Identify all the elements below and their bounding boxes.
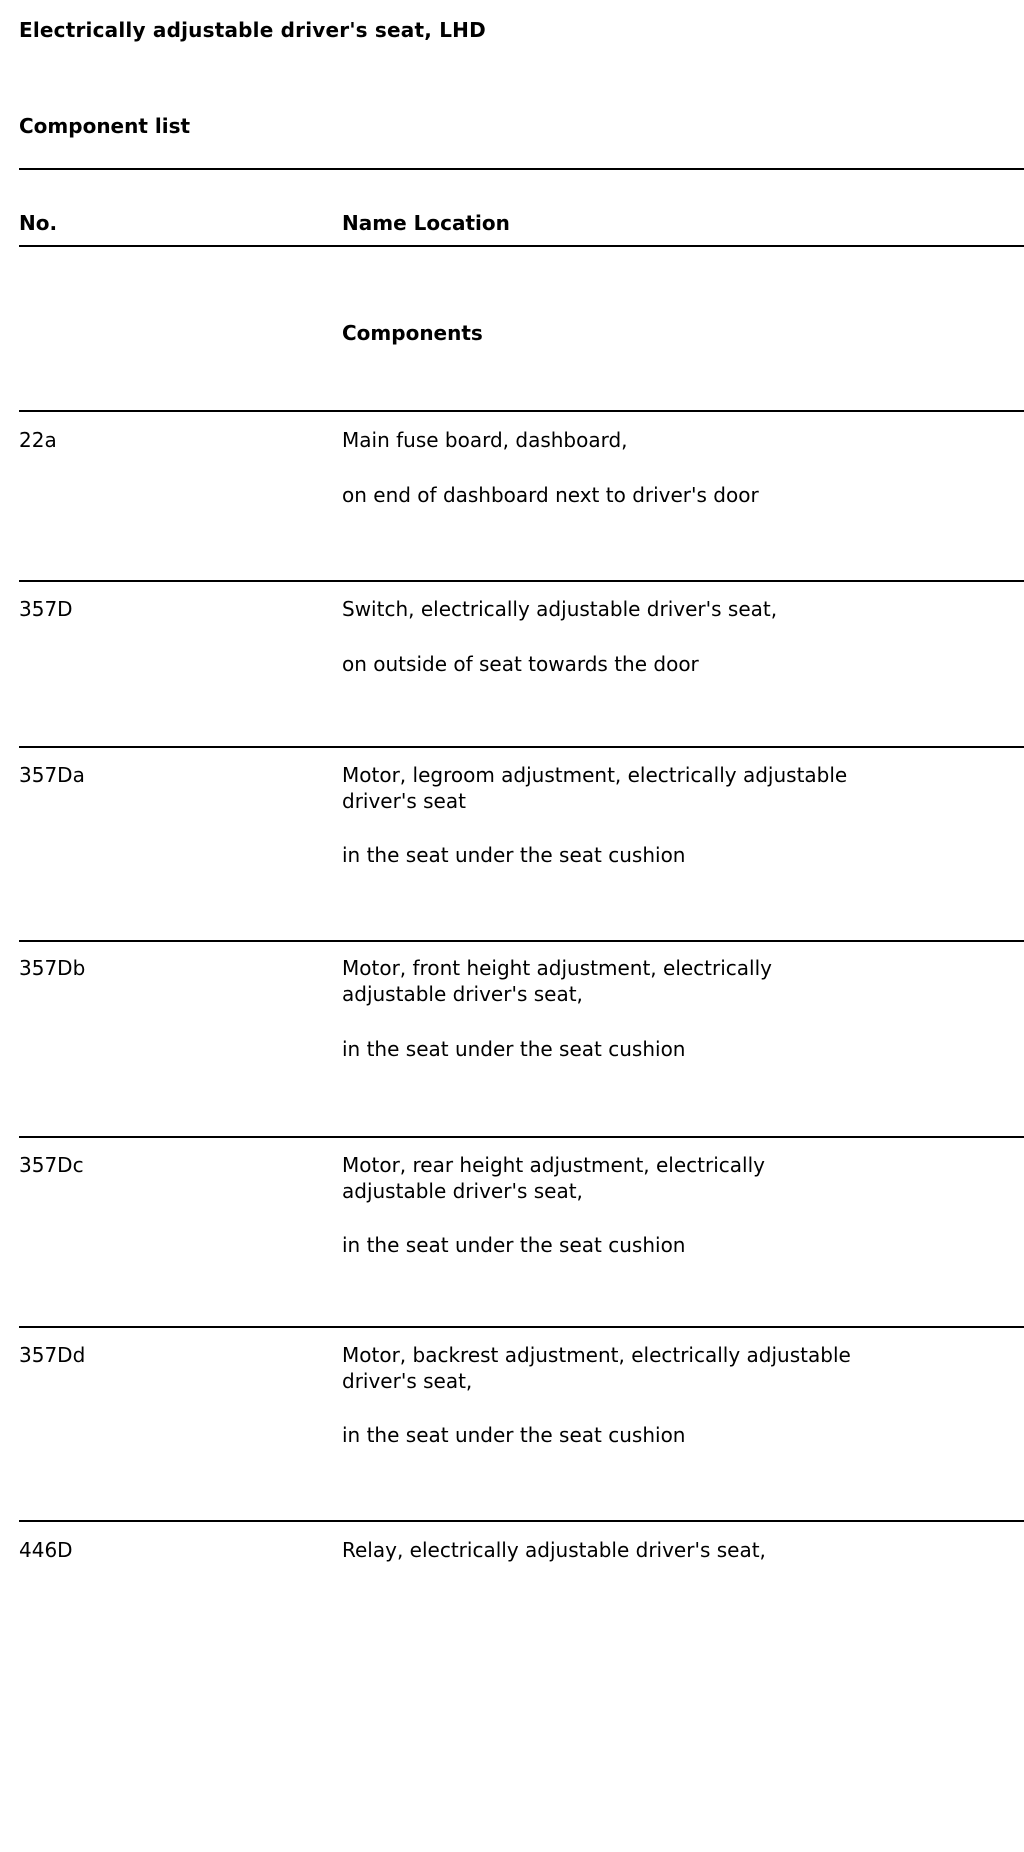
- row-divider: [19, 940, 1024, 942]
- row-name: Switch, electrically adjustable driver's seat,: [342, 597, 778, 621]
- row-name: Motor, rear height adjustment, electrically adjustable driver's seat,: [342, 1153, 765, 1203]
- row-location: on outside of seat towards the door: [342, 652, 699, 676]
- table-top-rule: [19, 168, 1024, 170]
- row-number: 357Da: [19, 763, 85, 787]
- row-divider: [19, 746, 1024, 748]
- row-number: 357D: [19, 597, 73, 621]
- row-number: 357Dd: [19, 1343, 86, 1367]
- row-name: Motor, front height adjustment, electrically adjustable driver's seat,: [342, 956, 772, 1006]
- row-name: Main fuse board, dashboard,: [342, 428, 628, 452]
- row-name: Motor, backrest adjustment, electrically adjustable driver's seat,: [342, 1343, 851, 1393]
- group-heading-components: Components: [342, 321, 483, 345]
- document-title: Electrically adjustable driver's seat, LHD: [19, 18, 486, 42]
- row-location: in the seat under the seat cushion: [342, 1037, 686, 1061]
- row-location: on end of dashboard next to driver's door: [342, 483, 759, 507]
- row-name: Motor, legroom adjustment, electrically adjustable driver's seat: [342, 763, 848, 813]
- column-header-no: No.: [19, 211, 58, 235]
- row-divider: [19, 1520, 1024, 1522]
- row-number: 22a: [19, 428, 57, 452]
- row-location: in the seat under the seat cushion: [342, 843, 686, 867]
- column-header-name-location: Name Location: [342, 211, 510, 235]
- row-name: Relay, electrically adjustable driver's seat,: [342, 1538, 766, 1562]
- row-divider: [19, 1326, 1024, 1328]
- row-number: 446D: [19, 1538, 73, 1562]
- row-location: in the seat under the seat cushion: [342, 1233, 686, 1257]
- row-divider: [19, 1136, 1024, 1138]
- row-divider: [19, 410, 1024, 412]
- header-divider: [19, 245, 1024, 247]
- section-heading: Component list: [19, 114, 191, 138]
- row-location: in the seat under the seat cushion: [342, 1423, 686, 1447]
- row-number: 357Db: [19, 956, 86, 980]
- row-divider: [19, 580, 1024, 582]
- row-number: 357Dc: [19, 1153, 84, 1177]
